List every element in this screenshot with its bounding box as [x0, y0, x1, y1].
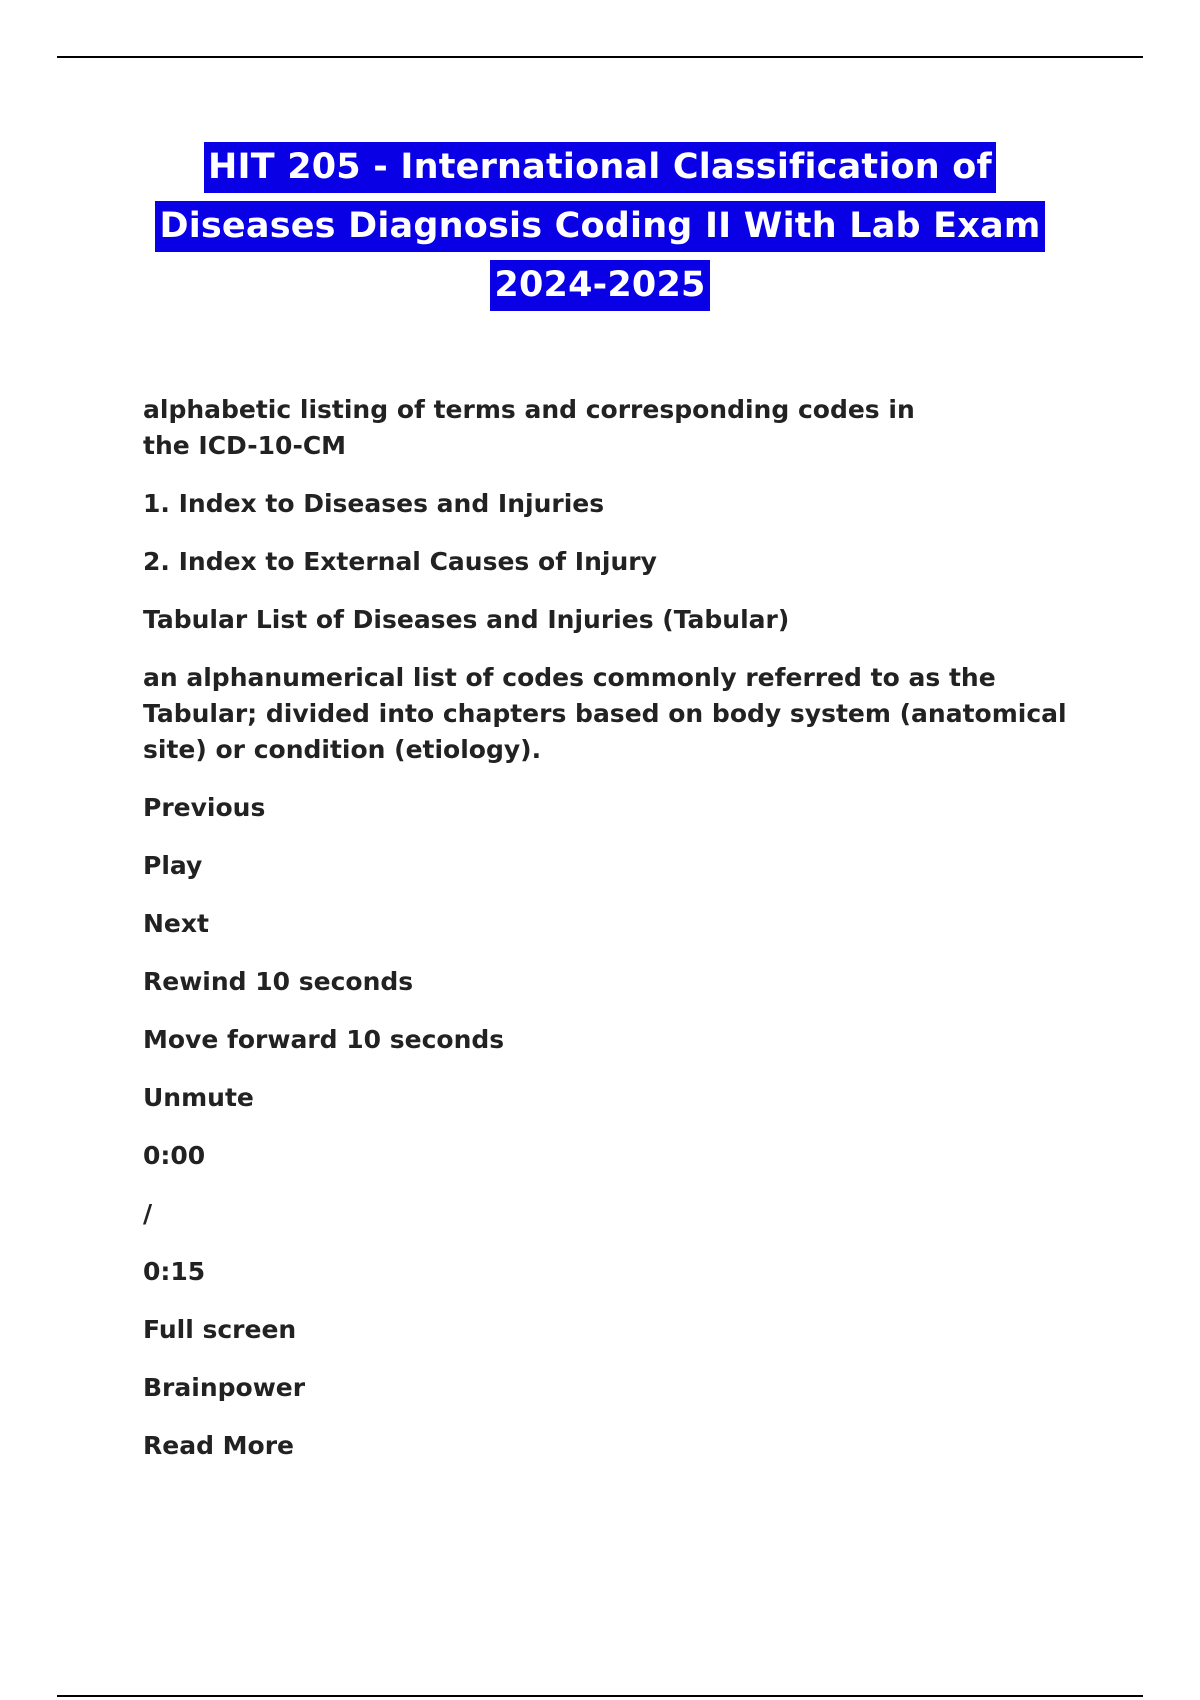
document-body: [143, 392, 1103, 1486]
brainpower-link[interactable]: Brainpower: [143, 1373, 306, 1402]
forward-button[interactable]: Move forward 10 seconds: [143, 1025, 505, 1054]
time-separator: /: [143, 1199, 153, 1228]
top-divider: [57, 56, 1143, 58]
full-screen-button[interactable]: Full screen: [143, 1315, 297, 1344]
read-more-link[interactable]: Read More: [143, 1431, 295, 1460]
bottom-divider: [57, 1695, 1143, 1697]
title-line-2-text: Diseases Diagnosis Coding II With Lab Exam: [155, 201, 1044, 252]
next-button[interactable]: Next: [143, 909, 209, 938]
definition-alphabetic-index: alphabetic listing of terms and corresponding codes in the ICD-10-CM: [143, 395, 915, 460]
index-item-diseases: 1. Index to Diseases and Injuries: [143, 489, 605, 518]
definition-tabular-list: an alphanumerical list of codes commonly referred to as the Tabular; divided into chapters based on body system (anatomical site) or condition (etiology).: [143, 663, 1067, 764]
term-tabular-list: Tabular List of Diseases and Injuries (Tabular): [143, 605, 790, 634]
title-line-2: [0, 201, 1200, 252]
title-line-3: [0, 260, 1200, 311]
index-item-external-causes: 2. Index to External Causes of Injury: [143, 547, 657, 576]
duration: 0:15: [143, 1257, 206, 1286]
document-title: [0, 142, 1200, 319]
title-line-1: [0, 142, 1200, 193]
current-time: 0:00: [143, 1141, 206, 1170]
title-line-1-text: HIT 205 - International Classification of: [204, 142, 996, 193]
rewind-button[interactable]: Rewind 10 seconds: [143, 967, 414, 996]
unmute-button[interactable]: Unmute: [143, 1083, 254, 1112]
previous-button[interactable]: Previous: [143, 793, 266, 822]
title-line-3-text: 2024-2025: [490, 260, 709, 311]
play-button[interactable]: Play: [143, 851, 203, 880]
